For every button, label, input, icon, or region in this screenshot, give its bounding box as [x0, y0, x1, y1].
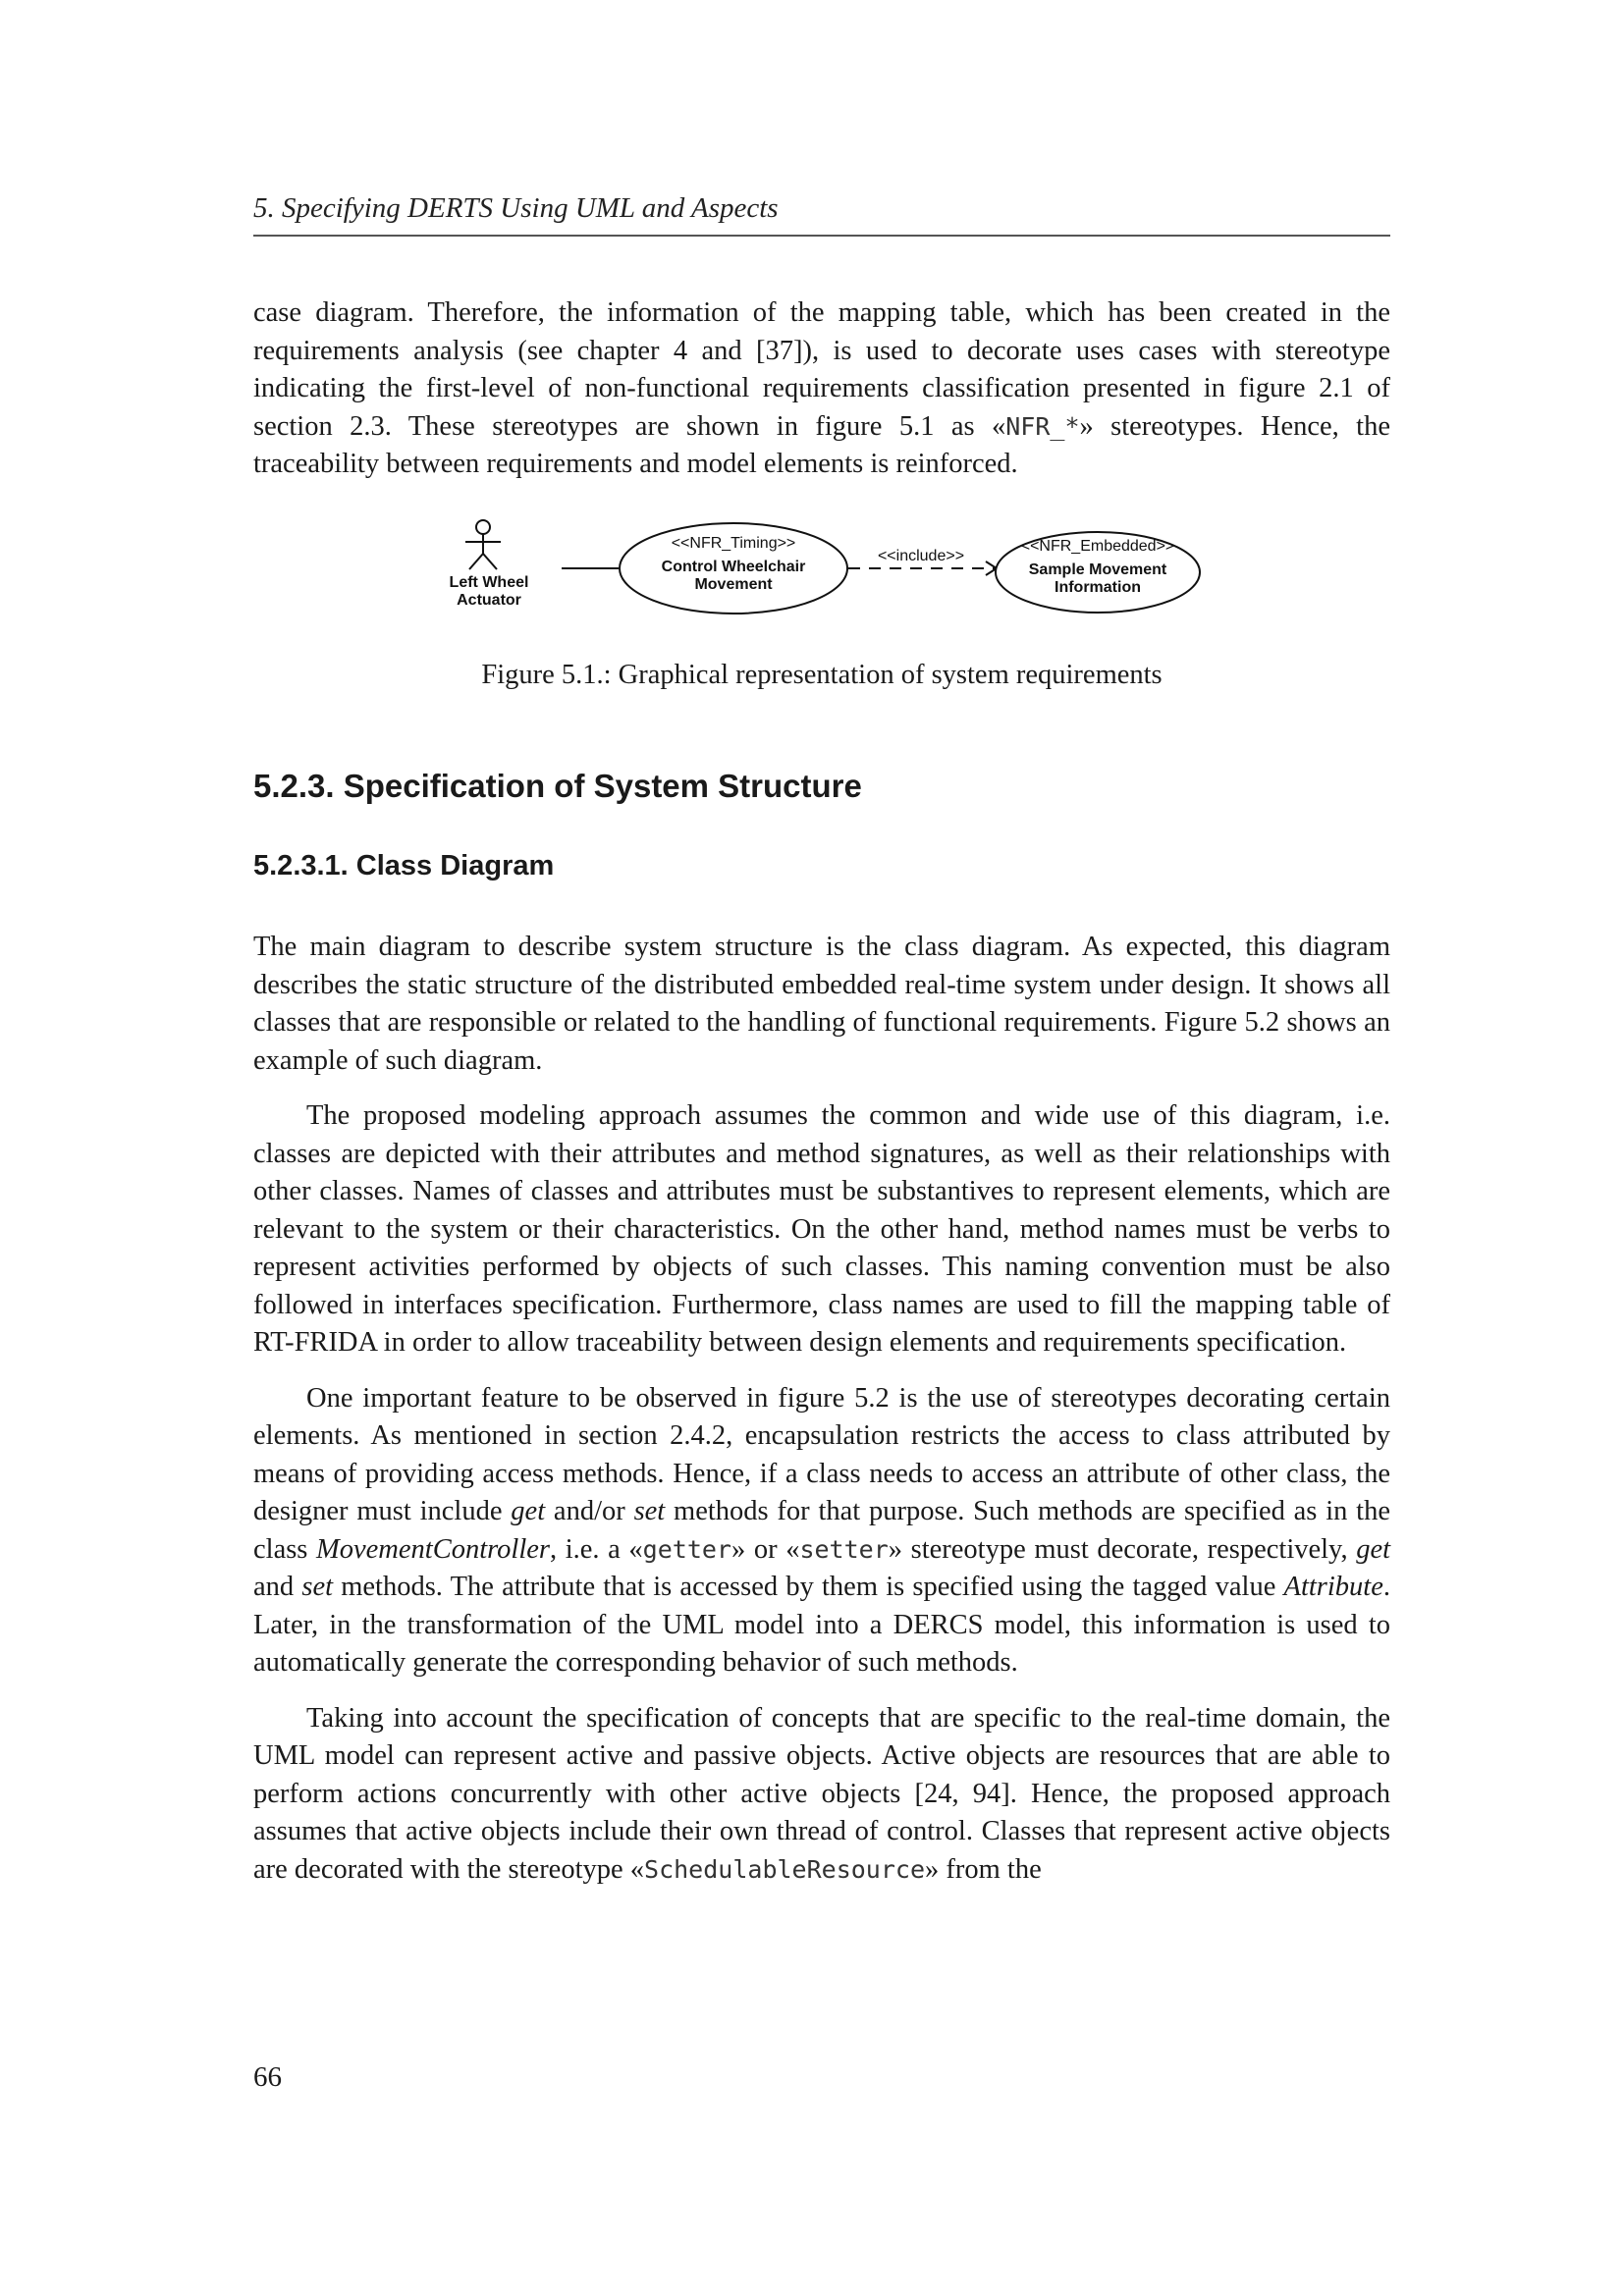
p3-text-1: One important feature to be observed in figure 5.2 is the use of stereotypes decorating certain elements. As mentioned in section 2.4.2, encapsulation restricts the access to class attributed by means of providing access methods. Hence, if a class needs to access an attribute of other class, the designer must include — [253, 1382, 1390, 1526]
intro-code: NFR_* — [1005, 411, 1080, 441]
use-case-diagram — [422, 512, 1208, 630]
p3-get-2: get — [1356, 1533, 1391, 1565]
paragraph-active-objects — [253, 1700, 1390, 1890]
page-number: 66 — [253, 2061, 282, 2093]
running-head: 5. Specifying DERTS Using UML and Aspects — [253, 192, 1390, 237]
include-label: <<include>> — [877, 548, 965, 564]
p3-set-1: set — [633, 1496, 666, 1526]
actor-icon — [465, 520, 501, 569]
use-case-figure — [422, 512, 1208, 630]
p4-code: SchedulableResource — [644, 1854, 926, 1884]
use-case2-stereotype: <<NFR_Embedded>> — [1020, 538, 1175, 555]
p3-text-4: , i.e. a « — [550, 1533, 643, 1565]
paragraph-modeling-approach: The proposed modeling approach assumes the common and wide use of this diagram, i.e. classes are depicted with their attributes and method signatures, as well as their relationships with other classes. Names of classes and attributes must be substantives to represent elements, which are relevant to the system or their characteristics. On the other hand, method names must be verbs to represent activities performed by objects of such classes. This naming convention must be also followed in interfaces specification. Furthermore, class names are used to fill the mapping table of RT-FRIDA in order to allow traceability between design elements and requirements specification. — [253, 1100, 1390, 1358]
use-case1-name-line1: Control Wheelchair — [661, 559, 806, 575]
paragraph-class-diagram-intro: The main diagram to describe system structure is the class diagram. As expected, this diagram describes the static structure of the distributed embedded real-time system under design. It shows all classes that are responsible or related to the handling of functional requirements. Figure 5.2 shows an example of such diagram. — [253, 932, 1390, 1076]
p3-text-6: » stereotype must decorate, respectively, — [888, 1533, 1357, 1565]
actor-label-line1: Left Wheel — [449, 574, 529, 591]
use-case2-name-line2: Information — [1055, 579, 1141, 596]
p3-text-7: and — [253, 1572, 302, 1602]
subsection-heading: 5.2.3.1. Class Diagram — [253, 850, 555, 881]
intro-text-after: » stereotypes. Hence, the traceability between requirements and model elements is reinforced. — [253, 410, 1390, 479]
section-heading: 5.2.3. Specification of System Structure — [253, 768, 862, 804]
p3-attribute: Attribute — [1283, 1572, 1383, 1602]
intro-paragraph-block — [253, 294, 1390, 484]
p3-set-2: set — [301, 1572, 334, 1602]
intro-text-before: case diagram. Therefore, the information of the mapping table, which has been created in the requirements analysis (see chapter 4 and [37]), is used to decorate uses cases with stereotype indicating the first-level of non-functional requirements classification presented in figure 2.1 of section 2.3. These stereotypes are shown in figure 5.1 as « — [253, 297, 1390, 442]
p3-text-9: . Later, in the transformation of the UML model into a DERCS model, this information is used to automatically generate the corresponding behavior of such methods. — [253, 1572, 1390, 1678]
actor-label-line2: Actuator — [457, 592, 521, 609]
figure-caption: Figure 5.1.: Graphical representation of system requirements — [481, 660, 1163, 690]
p4-text: Taking into account the specification of concepts that are specific to the real-time domain, the UML model can represent active and passive objects. Active objects are resources that are able to perform actions concurrently with other active objects [24, 94]. Hence, the proposed approach assumes that active objects include their own thread of control. Classes that represent active objects are decorated with the stereotype « — [253, 1702, 1390, 1885]
p3-text-3: methods for that purpose. Such methods are specified as in the class — [253, 1496, 1390, 1565]
p3-class-name: MovementController — [316, 1533, 550, 1565]
use-case1-name-line2: Movement — [694, 576, 773, 593]
body-text — [253, 929, 1390, 1889]
use-case1-stereotype: <<NFR_Timing>> — [671, 535, 796, 552]
p3-text-2: and/or — [545, 1496, 634, 1526]
p3-getter-code: getter — [642, 1534, 731, 1564]
p3-text-8: methods. The attribute that is accessed by them is specified using the tagged value — [333, 1572, 1284, 1602]
use-case2-name-line1: Sample Movement — [1028, 561, 1167, 578]
paragraph-stereotypes — [253, 1380, 1390, 1682]
p4-text-after: » from the — [925, 1853, 1042, 1885]
p3-setter-code: setter — [799, 1534, 889, 1564]
intro-paragraph — [253, 294, 1390, 484]
p3-text-5: » or « — [730, 1533, 800, 1565]
p3-get-1: get — [511, 1496, 546, 1526]
